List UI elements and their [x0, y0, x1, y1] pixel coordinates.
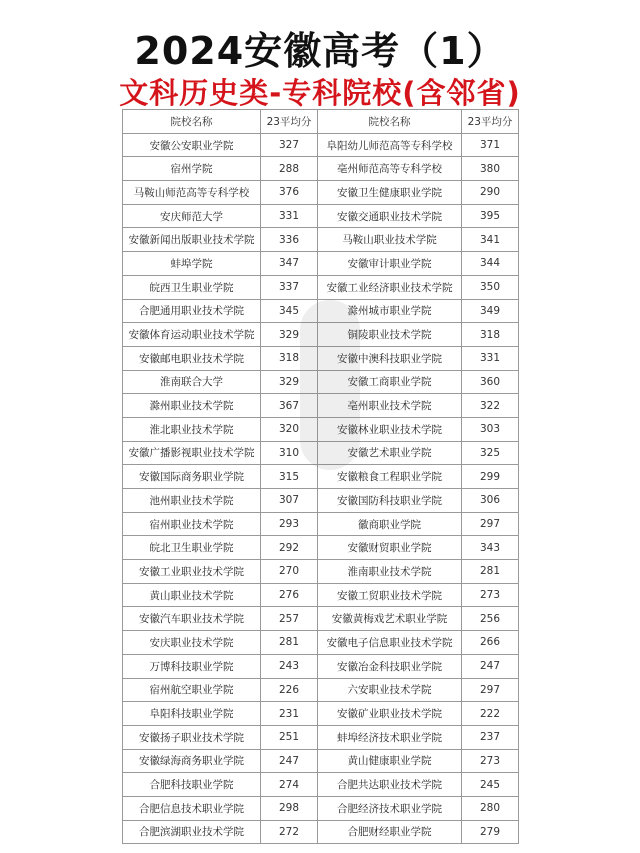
school-name-right: 淮南职业技术学院 [318, 560, 462, 584]
header-avg-score-right: 23平均分 [462, 110, 519, 134]
school-name-left: 万博科技职业学院 [123, 654, 261, 678]
school-name-right: 安徽工商职业学院 [318, 370, 462, 394]
avg-score-left: 292 [261, 536, 318, 560]
table-row [123, 275, 519, 299]
school-name-left: 宿州航空职业学院 [123, 678, 261, 702]
avg-score-right: 360 [462, 370, 519, 394]
school-name-right: 安徽财贸职业学院 [318, 536, 462, 560]
school-name-left: 阜阳科技职业学院 [123, 702, 261, 726]
avg-score-left: 243 [261, 654, 318, 678]
table-row [123, 299, 519, 323]
avg-score-right: 325 [462, 441, 519, 465]
table-row [123, 157, 519, 181]
school-name-left: 滁州职业技术学院 [123, 394, 261, 418]
avg-score-right: 247 [462, 654, 519, 678]
avg-score-left: 331 [261, 204, 318, 228]
header-school-name-left: 院校名称 [123, 110, 261, 134]
avg-score-left: 336 [261, 228, 318, 252]
avg-score-left: 231 [261, 702, 318, 726]
avg-score-left: 270 [261, 560, 318, 584]
school-name-right: 安徽黄梅戏艺术职业学院 [318, 607, 462, 631]
table-row [123, 323, 519, 347]
avg-score-left: 272 [261, 820, 318, 844]
avg-score-right: 371 [462, 133, 519, 157]
school-name-left: 合肥科技职业学院 [123, 773, 261, 797]
avg-score-right: 341 [462, 228, 519, 252]
page-title: 2024安徽高考（1） [134, 29, 506, 73]
table-row [123, 181, 519, 205]
avg-score-left: 293 [261, 512, 318, 536]
school-name-right: 安徽国防科技职业学院 [318, 489, 462, 513]
table-row [123, 489, 519, 513]
school-name-right: 安徽工贸职业技术学院 [318, 583, 462, 607]
school-name-left: 皖北卫生职业学院 [123, 536, 261, 560]
school-name-right: 安徽工业经济职业技术学院 [318, 275, 462, 299]
avg-score-right: 222 [462, 702, 519, 726]
avg-score-right: 297 [462, 678, 519, 702]
table-row [123, 536, 519, 560]
avg-score-left: 226 [261, 678, 318, 702]
school-name-left: 淮南联合大学 [123, 370, 261, 394]
avg-score-right: 350 [462, 275, 519, 299]
table-row [123, 512, 519, 536]
school-name-left: 安徽汽车职业技术学院 [123, 607, 261, 631]
school-name-left: 马鞍山师范高等专科学校 [123, 181, 261, 205]
table-row [123, 583, 519, 607]
avg-score-right: 281 [462, 560, 519, 584]
table-row [123, 749, 519, 773]
avg-score-right: 245 [462, 773, 519, 797]
school-name-right: 亳州职业技术学院 [318, 394, 462, 418]
avg-score-right: 343 [462, 536, 519, 560]
school-name-left: 安庆师范大学 [123, 204, 261, 228]
avg-score-left: 315 [261, 465, 318, 489]
avg-score-right: 279 [462, 820, 519, 844]
school-name-right: 徽商职业学院 [318, 512, 462, 536]
table-row [123, 346, 519, 370]
avg-score-right: 273 [462, 583, 519, 607]
table-row [123, 465, 519, 489]
avg-score-left: 298 [261, 796, 318, 820]
school-name-right: 六安职业技术学院 [318, 678, 462, 702]
school-name-right: 滁州城市职业学院 [318, 299, 462, 323]
school-name-left: 安徽绿海商务职业学院 [123, 749, 261, 773]
school-name-left: 蚌埠学院 [123, 252, 261, 276]
avg-score-left: 307 [261, 489, 318, 513]
avg-score-right: 395 [462, 204, 519, 228]
avg-score-left: 247 [261, 749, 318, 773]
school-name-left: 安徽工业职业技术学院 [123, 560, 261, 584]
school-name-right: 合肥财经职业学院 [318, 820, 462, 844]
score-table [122, 109, 519, 844]
table-row [123, 441, 519, 465]
avg-score-right: 303 [462, 417, 519, 441]
avg-score-left: 329 [261, 323, 318, 347]
school-name-right: 铜陵职业技术学院 [318, 323, 462, 347]
avg-score-left: 276 [261, 583, 318, 607]
avg-score-left: 274 [261, 773, 318, 797]
avg-score-right: 256 [462, 607, 519, 631]
school-name-right: 安徽电子信息职业技术学院 [318, 631, 462, 655]
avg-score-right: 297 [462, 512, 519, 536]
table-row [123, 252, 519, 276]
avg-score-right: 344 [462, 252, 519, 276]
table-header-row [123, 110, 519, 134]
avg-score-left: 345 [261, 299, 318, 323]
avg-score-left: 251 [261, 725, 318, 749]
school-name-right: 合肥经济技术职业学院 [318, 796, 462, 820]
school-name-left: 合肥通用职业技术学院 [123, 299, 261, 323]
table-row [123, 773, 519, 797]
avg-score-right: 280 [462, 796, 519, 820]
table-row [123, 678, 519, 702]
school-name-left: 宿州职业技术学院 [123, 512, 261, 536]
avg-score-right: 331 [462, 346, 519, 370]
table-row [123, 133, 519, 157]
avg-score-right: 322 [462, 394, 519, 418]
table-row [123, 631, 519, 655]
school-name-left: 安徽广播影视职业技术学院 [123, 441, 261, 465]
school-name-right: 阜阳幼儿师范高等专科学校 [318, 133, 462, 157]
avg-score-right: 318 [462, 323, 519, 347]
avg-score-right: 266 [462, 631, 519, 655]
table-row [123, 725, 519, 749]
avg-score-left: 376 [261, 181, 318, 205]
school-name-right: 安徽粮食工程职业学院 [318, 465, 462, 489]
avg-score-left: 310 [261, 441, 318, 465]
avg-score-left: 257 [261, 607, 318, 631]
table-row [123, 607, 519, 631]
school-name-left: 安徽国际商务职业学院 [123, 465, 261, 489]
school-name-right: 安徽交通职业技术学院 [318, 204, 462, 228]
school-name-right: 安徽卫生健康职业学院 [318, 181, 462, 205]
avg-score-left: 318 [261, 346, 318, 370]
page-subtitle: 文科历史类-专科院校(含邻省) [119, 76, 521, 110]
school-name-left: 安徽体育运动职业技术学院 [123, 323, 261, 347]
avg-score-left: 281 [261, 631, 318, 655]
avg-score-right: 273 [462, 749, 519, 773]
school-name-right: 安徽审计职业学院 [318, 252, 462, 276]
avg-score-left: 347 [261, 252, 318, 276]
school-name-left: 合肥信息技术职业学院 [123, 796, 261, 820]
avg-score-right: 349 [462, 299, 519, 323]
avg-score-right: 306 [462, 489, 519, 513]
header-school-name-right: 院校名称 [318, 110, 462, 134]
school-name-left: 合肥滨湖职业技术学院 [123, 820, 261, 844]
table-row [123, 394, 519, 418]
school-name-right: 合肥共达职业技术学院 [318, 773, 462, 797]
school-name-left: 安徽扬子职业技术学院 [123, 725, 261, 749]
school-name-right: 马鞍山职业技术学院 [318, 228, 462, 252]
avg-score-left: 367 [261, 394, 318, 418]
school-name-right: 安徽林业职业技术学院 [318, 417, 462, 441]
school-name-left: 皖西卫生职业学院 [123, 275, 261, 299]
table-row [123, 204, 519, 228]
school-name-left: 安庆职业技术学院 [123, 631, 261, 655]
school-name-left: 黄山职业技术学院 [123, 583, 261, 607]
table-row [123, 228, 519, 252]
school-name-left: 池州职业技术学院 [123, 489, 261, 513]
school-name-right: 安徽冶金科技职业学院 [318, 654, 462, 678]
school-name-right: 安徽艺术职业学院 [318, 441, 462, 465]
avg-score-left: 329 [261, 370, 318, 394]
table-row [123, 417, 519, 441]
school-name-left: 宿州学院 [123, 157, 261, 181]
avg-score-right: 299 [462, 465, 519, 489]
school-name-right: 亳州师范高等专科学校 [318, 157, 462, 181]
header-avg-score-left: 23平均分 [261, 110, 318, 134]
table-row [123, 796, 519, 820]
avg-score-right: 290 [462, 181, 519, 205]
school-name-right: 安徽矿业职业技术学院 [318, 702, 462, 726]
avg-score-left: 320 [261, 417, 318, 441]
table-body [123, 133, 519, 844]
table-row [123, 370, 519, 394]
table-row [123, 654, 519, 678]
table-row [123, 820, 519, 844]
avg-score-left: 337 [261, 275, 318, 299]
school-name-left: 安徽公安职业学院 [123, 133, 261, 157]
avg-score-left: 288 [261, 157, 318, 181]
school-name-right: 黄山健康职业学院 [318, 749, 462, 773]
avg-score-left: 327 [261, 133, 318, 157]
school-name-left: 安徽邮电职业技术学院 [123, 346, 261, 370]
table-row [123, 702, 519, 726]
school-name-right: 安徽中澳科技职业学院 [318, 346, 462, 370]
avg-score-right: 237 [462, 725, 519, 749]
school-name-left: 淮北职业技术学院 [123, 417, 261, 441]
avg-score-right: 380 [462, 157, 519, 181]
table-row [123, 560, 519, 584]
school-name-right: 蚌埠经济技术职业学院 [318, 725, 462, 749]
school-name-left: 安徽新闻出版职业技术学院 [123, 228, 261, 252]
